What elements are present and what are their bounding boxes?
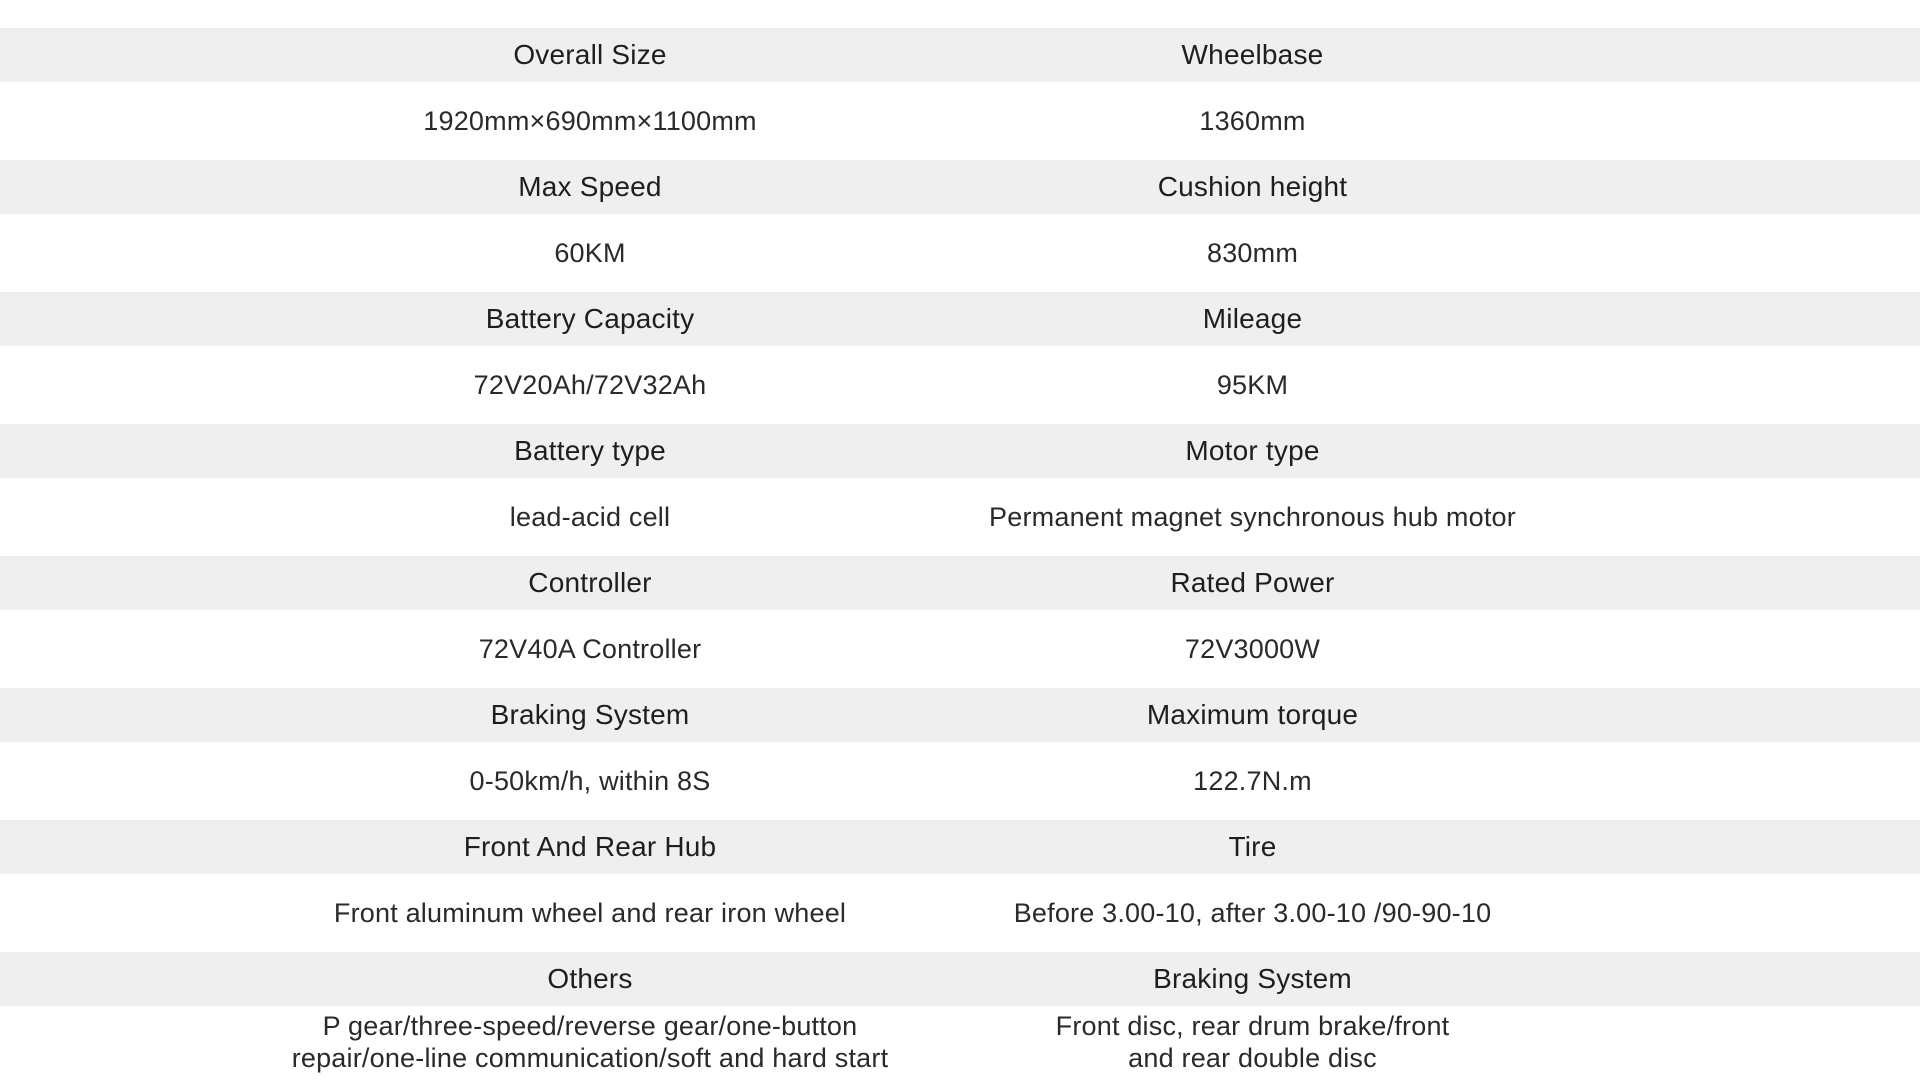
value-row: [0, 874, 1920, 952]
value-row: [0, 82, 1920, 160]
spec-value: Before 3.00-10, after 3.00-10 /90-90-10: [1013, 897, 1492, 928]
spec-value: lead-acid cell: [509, 501, 671, 532]
spec-value: 95KM: [1216, 369, 1289, 400]
spec-label: Braking System: [490, 699, 690, 730]
spec-label: Max Speed: [518, 171, 662, 202]
spec-label: Tire: [1228, 831, 1277, 862]
value-row: [0, 742, 1920, 820]
spec-block-overall-size: [0, 28, 1920, 160]
spec-value: Front aluminum wheel and rear iron wheel: [333, 897, 847, 928]
spec-value-line: and rear double disc: [1128, 1043, 1377, 1073]
spec-label: Mileage: [1202, 303, 1303, 334]
spec-label: Motor type: [1185, 435, 1320, 466]
spec-block-max-speed: [0, 160, 1920, 292]
label-row: [0, 292, 1920, 346]
label-row: [0, 556, 1920, 610]
spec-value: 830mm: [1206, 237, 1299, 268]
spec-label: Rated Power: [1170, 567, 1335, 598]
value-row: [0, 214, 1920, 292]
value-row: [0, 346, 1920, 424]
value-row: [0, 478, 1920, 556]
spec-value: 122.7N.m: [1193, 765, 1312, 796]
spec-label: Cushion height: [1157, 171, 1348, 202]
spec-label: Braking System: [1153, 963, 1352, 994]
label-row: [0, 820, 1920, 874]
spec-value: 72V40A Controller: [478, 633, 702, 664]
spec-block-front-and-rear-hub: [0, 820, 1920, 952]
spec-label: Others: [547, 963, 633, 994]
label-row: [0, 28, 1920, 82]
spec-block-braking-system: [0, 688, 1920, 820]
label-row: [0, 688, 1920, 742]
spec-value: 1920mm×690mm×1100mm: [423, 105, 757, 136]
spec-label: Controller: [528, 567, 652, 598]
spec-block-battery-type: [0, 424, 1920, 556]
label-row: [0, 952, 1920, 1006]
spec-value: 60KM: [554, 237, 626, 268]
spec-block-others: [0, 952, 1920, 1080]
value-row: [0, 610, 1920, 688]
spec-label: Battery Capacity: [485, 303, 695, 334]
spec-block-controller: [0, 556, 1920, 688]
spec-value-line: repair/one-line communication/soft and hard start: [291, 1043, 889, 1073]
spec-label: Wheelbase: [1181, 39, 1324, 70]
label-row: [0, 424, 1920, 478]
spec-label: Overall Size: [513, 39, 667, 70]
spec-value-multiline: [920, 1010, 1585, 1074]
spec-value-line: Front disc, rear drum brake/front: [1055, 1011, 1450, 1041]
spec-value: 0-50km/h, within 8S: [469, 765, 711, 796]
spec-value-line: P gear/three-speed/reverse gear/one-button: [322, 1011, 858, 1041]
spec-label: Maximum torque: [1146, 699, 1359, 730]
spec-value: 72V3000W: [1184, 633, 1321, 664]
spec-label: Battery type: [514, 435, 666, 466]
spec-block-battery-capacity: [0, 292, 1920, 424]
spec-value: Permanent magnet synchronous hub motor: [989, 501, 1516, 532]
value-row: [0, 1006, 1920, 1078]
spec-value: 1360mm: [1199, 105, 1306, 136]
spec-value: 72V20Ah/72V32Ah: [473, 369, 707, 400]
label-row: [0, 160, 1920, 214]
spec-label: Front And Rear Hub: [463, 831, 717, 862]
